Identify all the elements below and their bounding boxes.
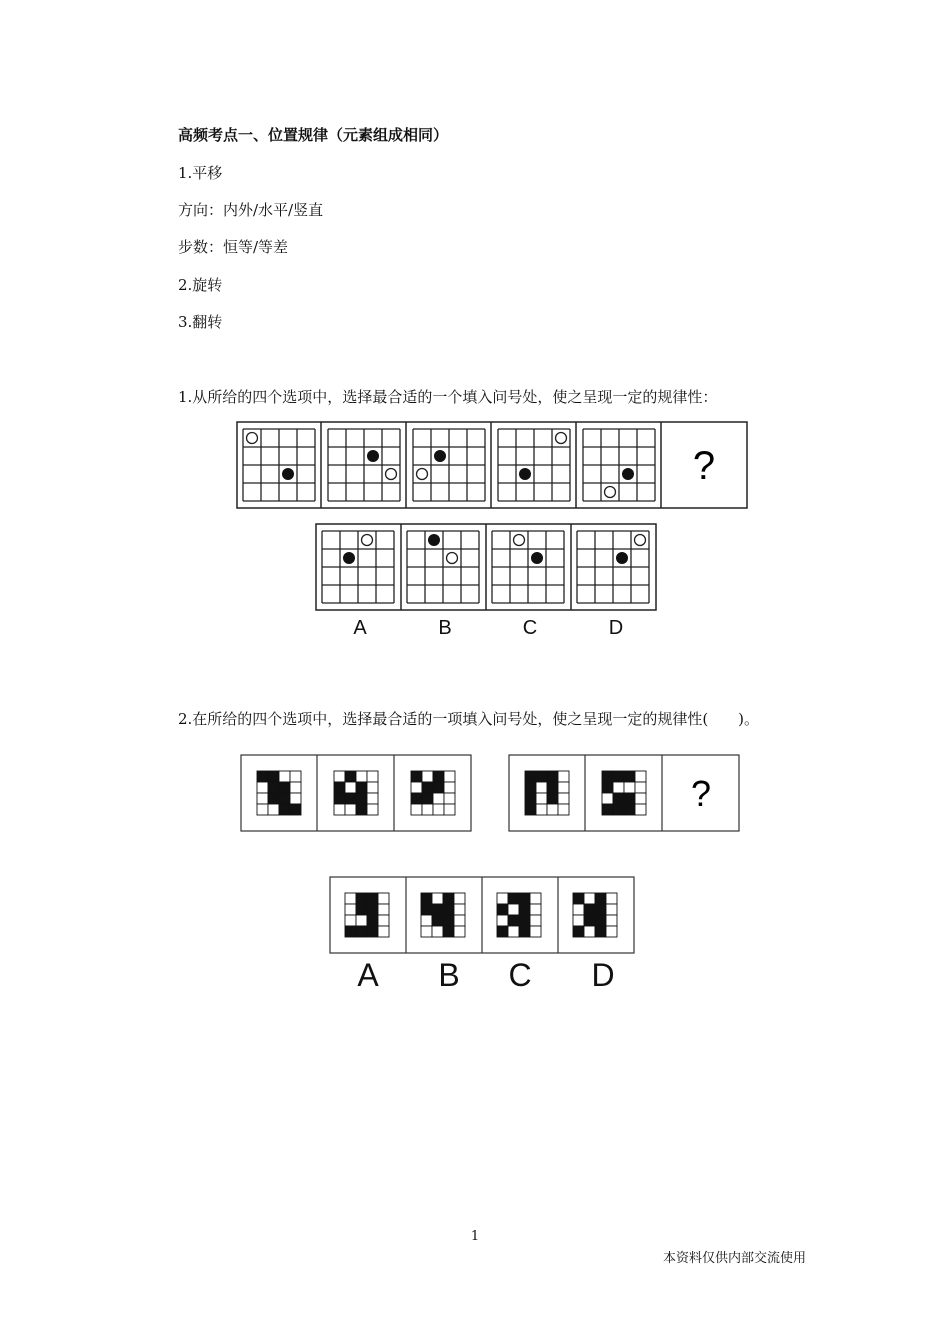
q1-option-c-label[interactable]: C (522, 617, 538, 639)
section-title: 高频考点一、位置规律（元素组成相同） (178, 126, 449, 144)
grid-cell (573, 926, 584, 937)
grid-cell (606, 915, 617, 926)
grid-cell (443, 926, 454, 937)
grid-cell (433, 771, 444, 782)
grid-cell (356, 782, 367, 793)
grid-cell (421, 904, 432, 915)
grid-cell (257, 782, 268, 793)
black-circle (434, 450, 446, 462)
grid-cell (334, 782, 345, 793)
grid-cell (432, 915, 443, 926)
grid-cell (356, 793, 367, 804)
grid-cell (367, 804, 378, 815)
grid-cell (279, 782, 290, 793)
grid-cell (356, 771, 367, 782)
grid-cell (257, 771, 268, 782)
grid-cell (356, 926, 367, 937)
grid-cell (606, 926, 617, 937)
grid-cell (635, 782, 646, 793)
grid-cell (497, 904, 508, 915)
question-2-group-2-figure (508, 754, 740, 832)
grid-cell (411, 782, 422, 793)
q2-option-grid-b (421, 893, 465, 937)
white-circle (447, 553, 458, 564)
grid-cell (558, 782, 569, 793)
grid-cell (573, 915, 584, 926)
grid-cell (558, 804, 569, 815)
grid-cell (378, 915, 389, 926)
q2-group1-grid-2 (334, 771, 378, 815)
white-circle (605, 487, 616, 498)
note-rotation: 2.旋转 (178, 276, 223, 294)
grid-cell (290, 793, 301, 804)
grid-cell (378, 926, 389, 937)
question-1-text: 1.从所给的四个选项中，选择最合适的一个填入问号处，使之呈现一定的规律性： (178, 388, 718, 406)
grid-cell (530, 926, 541, 937)
grid-cell (345, 915, 356, 926)
q2-option-d-label[interactable]: D (591, 957, 615, 993)
footer-note: 本资料仅供内部交流使用 (662, 1251, 806, 1266)
grid-cell (573, 893, 584, 904)
question-mark: ? (692, 444, 716, 488)
grid-cell (257, 804, 268, 815)
grid-cell (356, 893, 367, 904)
grid-cell (454, 915, 465, 926)
grid-cell (547, 771, 558, 782)
grid-cell (443, 904, 454, 915)
grid-cell (443, 893, 454, 904)
grid-cell (268, 793, 279, 804)
grid-cell (422, 804, 433, 815)
grid-cell (497, 926, 508, 937)
grid-cell (422, 782, 433, 793)
grid-cell (613, 793, 624, 804)
grid-cell (508, 893, 519, 904)
note-steps: 步数：恒等/等差 (178, 238, 289, 256)
grid-cell (411, 771, 422, 782)
grid-cell (635, 771, 646, 782)
grid-cell (411, 793, 422, 804)
question-2-group-1-figure (240, 754, 472, 832)
grid-cell (279, 804, 290, 815)
grid-cell (624, 804, 635, 815)
question-mark-2: ? (690, 773, 712, 814)
grid-cell (602, 793, 613, 804)
grid-cell (257, 793, 268, 804)
grid-cell (584, 926, 595, 937)
q2-option-a-label[interactable]: A (357, 957, 379, 993)
grid-cell (422, 771, 433, 782)
grid-cell (536, 804, 547, 815)
grid-cell (573, 904, 584, 915)
grid-cell (378, 893, 389, 904)
grid-cell (411, 804, 422, 815)
black-circle (367, 450, 379, 462)
black-circle (428, 534, 440, 546)
grid-cell (624, 782, 635, 793)
grid-cell (432, 926, 443, 937)
black-circle (622, 468, 634, 480)
grid-cell (345, 926, 356, 937)
grid-cell (584, 904, 595, 915)
grid-cell (444, 804, 455, 815)
grid-cell (602, 804, 613, 815)
grid-cell (279, 793, 290, 804)
grid-cell (367, 782, 378, 793)
grid-cell (508, 926, 519, 937)
grid-cell (497, 915, 508, 926)
grid-cell (454, 893, 465, 904)
white-circle (635, 535, 646, 546)
grid-cell (525, 771, 536, 782)
q2-group1-grid-1 (257, 771, 301, 815)
grid-cell (530, 893, 541, 904)
q2-group1-grid-3 (411, 771, 455, 815)
grid-cell (356, 804, 367, 815)
grid-cell (421, 915, 432, 926)
grid-cell (613, 771, 624, 782)
grid-cell (536, 771, 547, 782)
grid-cell (497, 893, 508, 904)
grid-cell (421, 893, 432, 904)
grid-cell (547, 793, 558, 804)
note-flip: 3.翻转 (178, 313, 223, 331)
q2-option-grid-a (345, 893, 389, 937)
grid-cell (530, 904, 541, 915)
grid-cell (519, 893, 530, 904)
white-circle (514, 535, 525, 546)
grid-cell (519, 915, 530, 926)
grid-cell (558, 793, 569, 804)
grid-cell (334, 804, 345, 815)
grid-cell (345, 771, 356, 782)
grid-cell (444, 771, 455, 782)
grid-cell (624, 793, 635, 804)
grid-cell (367, 771, 378, 782)
grid-cell (268, 782, 279, 793)
black-circle (282, 468, 294, 480)
grid-cell (613, 804, 624, 815)
black-circle (343, 552, 355, 564)
q1-option-d-label[interactable]: D (608, 617, 624, 639)
grid-cell (290, 771, 301, 782)
question-2-text: 2.在所给的四个选项中，选择最合适的一项填入问号处，使之呈现一定的规律性( )。 (178, 710, 760, 728)
grid-cell (624, 771, 635, 782)
grid-cell (508, 915, 519, 926)
grid-cell (602, 771, 613, 782)
q2-option-c-label[interactable]: C (508, 957, 532, 993)
grid-cell (525, 804, 536, 815)
grid-cell (606, 893, 617, 904)
grid-cell (454, 926, 465, 937)
q1-option-b-label[interactable]: B (438, 617, 452, 639)
grid-cell (432, 904, 443, 915)
grid-cell (635, 793, 646, 804)
note-direction: 方向：内外/水平/竖直 (178, 201, 324, 219)
white-circle (386, 469, 397, 480)
white-circle (556, 433, 567, 444)
note-translation: 1.平移 (178, 164, 223, 182)
grid-cell (525, 793, 536, 804)
question-1-options-figure (315, 523, 657, 611)
grid-cell (508, 904, 519, 915)
black-circle (616, 552, 628, 564)
white-circle (362, 535, 373, 546)
grid-cell (433, 793, 444, 804)
grid-cell (444, 793, 455, 804)
grid-cell (613, 782, 624, 793)
grid-cell (602, 782, 613, 793)
grid-cell (525, 782, 536, 793)
grid-cell (268, 804, 279, 815)
grid-cell (606, 904, 617, 915)
grid-cell (584, 893, 595, 904)
q2-group2-grid-1 (525, 771, 569, 815)
white-circle (417, 469, 428, 480)
grid-cell (367, 915, 378, 926)
grid-cell (356, 904, 367, 915)
grid-cell (536, 782, 547, 793)
grid-cell (595, 904, 606, 915)
grid-cell (536, 793, 547, 804)
q2-option-grid-c (497, 893, 541, 937)
grid-cell (279, 771, 290, 782)
grid-cell (558, 771, 569, 782)
grid-cell (367, 893, 378, 904)
white-circle (247, 433, 258, 444)
grid-cell (519, 926, 530, 937)
grid-cell (433, 804, 444, 815)
grid-cell (367, 793, 378, 804)
q1-option-a-label[interactable]: A (353, 617, 367, 639)
grid-cell (454, 904, 465, 915)
grid-cell (290, 782, 301, 793)
q2-option-b-label[interactable]: B (438, 957, 460, 993)
grid-cell (519, 904, 530, 915)
question-2-options-figure (329, 876, 635, 954)
q2-option-grid-d (573, 893, 617, 937)
question-1-sequence-figure (236, 421, 748, 509)
grid-cell (378, 904, 389, 915)
black-circle (519, 468, 531, 480)
grid-cell (595, 926, 606, 937)
grid-cell (547, 782, 558, 793)
q2-group2-grid-2 (602, 771, 646, 815)
grid-cell (356, 915, 367, 926)
grid-cell (432, 893, 443, 904)
grid-cell (268, 771, 279, 782)
grid-cell (334, 793, 345, 804)
grid-cell (530, 915, 541, 926)
grid-cell (595, 893, 606, 904)
grid-cell (422, 793, 433, 804)
grid-cell (345, 893, 356, 904)
grid-cell (443, 915, 454, 926)
grid-cell (433, 782, 444, 793)
black-circle (531, 552, 543, 564)
grid-cell (290, 804, 301, 815)
grid-cell (345, 782, 356, 793)
grid-cell (345, 793, 356, 804)
grid-cell (421, 926, 432, 937)
grid-cell (367, 904, 378, 915)
grid-cell (595, 915, 606, 926)
grid-cell (547, 804, 558, 815)
grid-cell (584, 915, 595, 926)
grid-cell (334, 771, 345, 782)
grid-cell (345, 904, 356, 915)
grid-cell (635, 804, 646, 815)
grid-cell (444, 782, 455, 793)
grid-cell (345, 804, 356, 815)
page-number: 1 (470, 1229, 480, 1244)
grid-cell (367, 926, 378, 937)
